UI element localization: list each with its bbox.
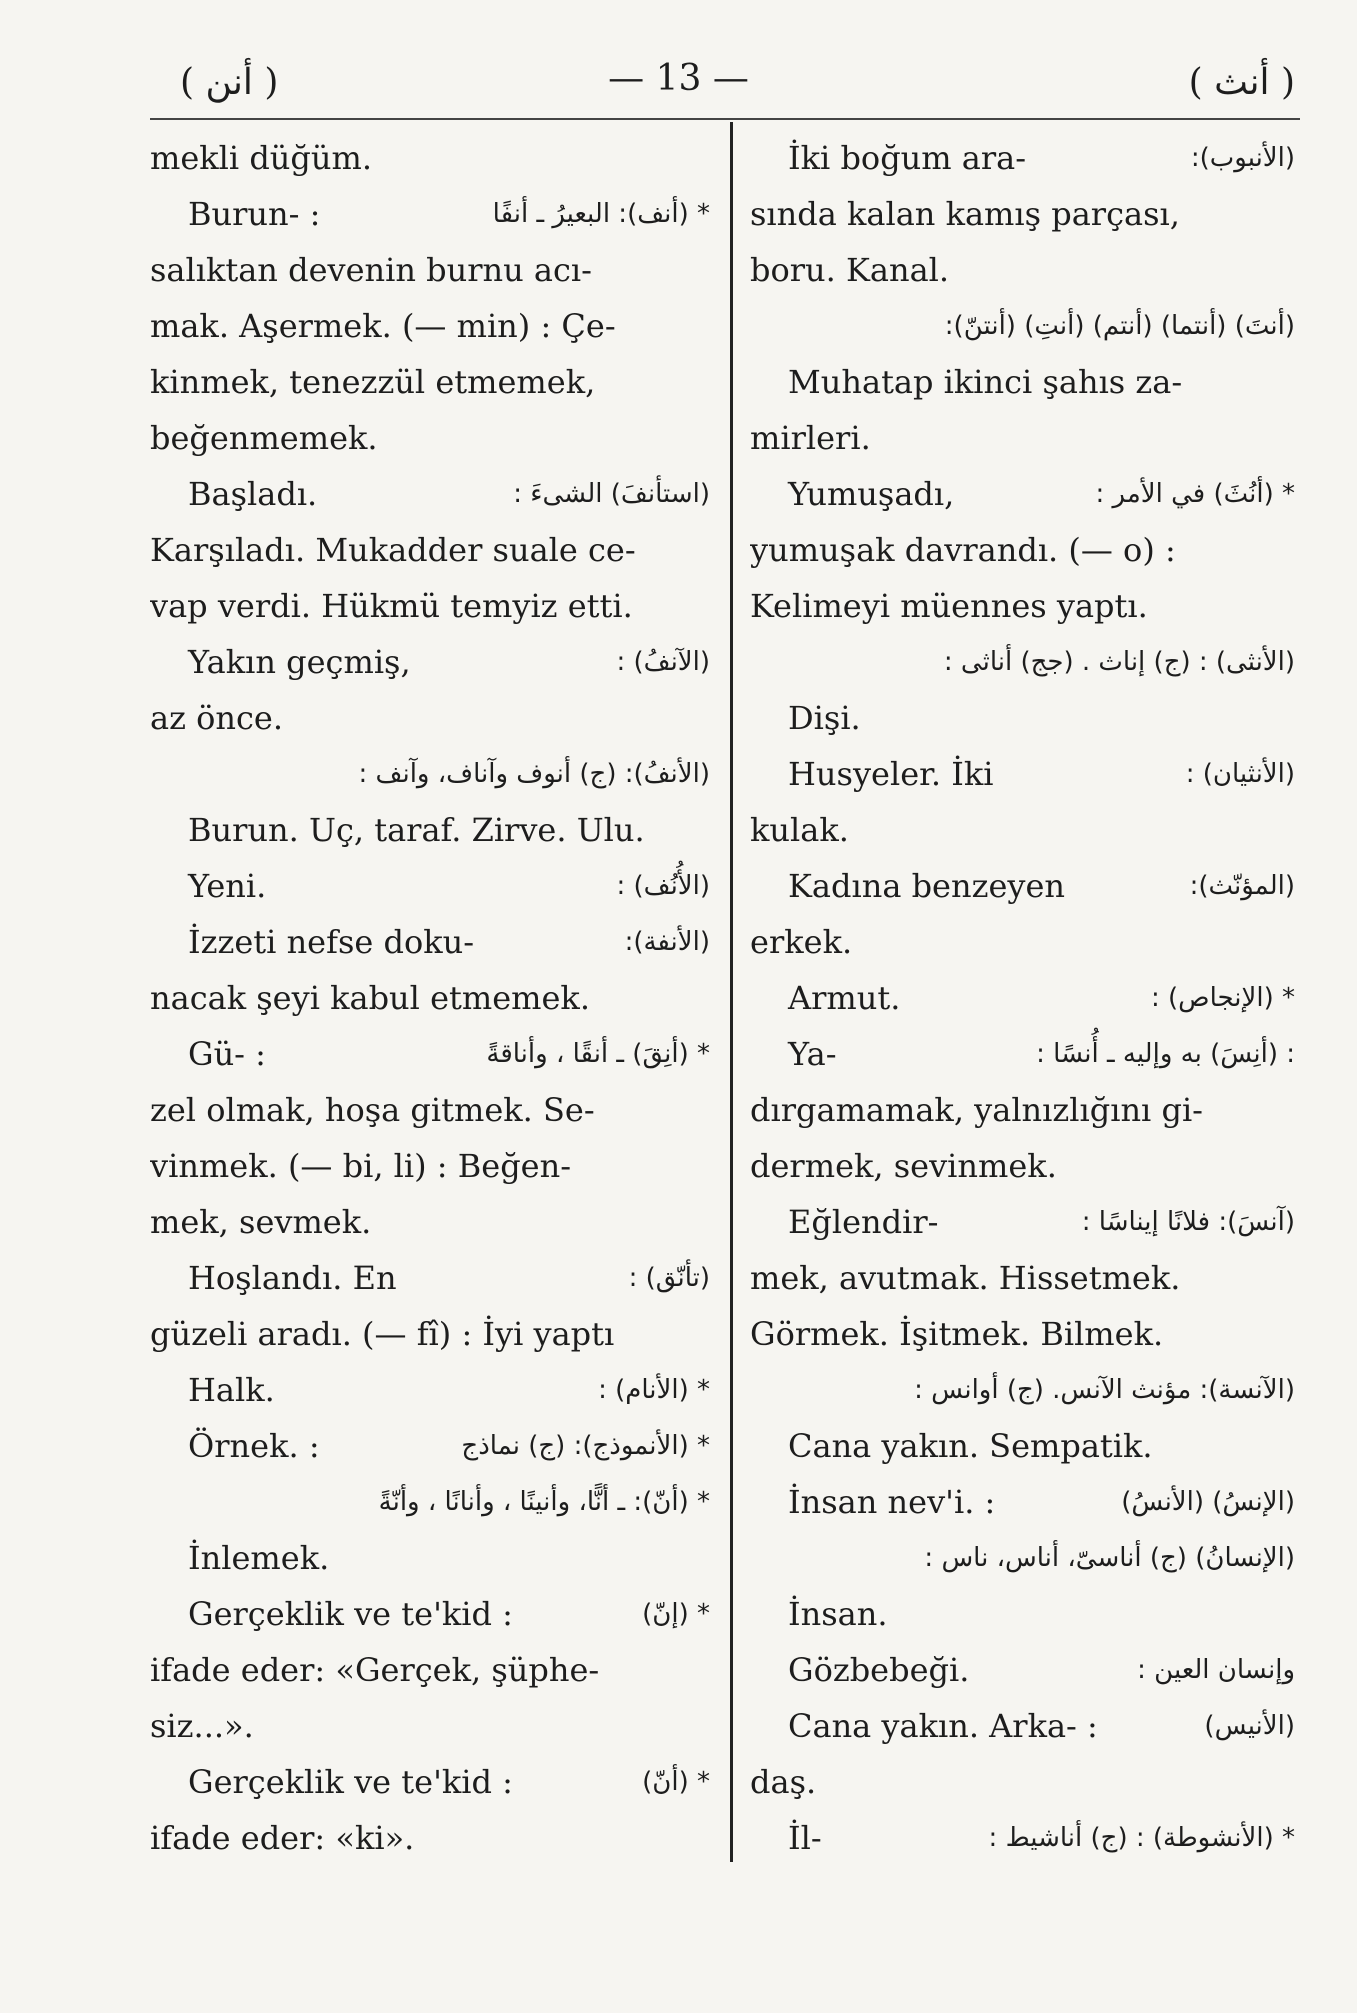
turkish-text: mek, sevmek. xyxy=(150,1203,372,1241)
dictionary-line xyxy=(150,1530,710,1586)
dictionary-line xyxy=(150,466,710,522)
turkish-text: Armut. xyxy=(788,979,901,1017)
dictionary-line xyxy=(750,1810,1295,1866)
dictionary-line xyxy=(750,1194,1295,1250)
turkish-text: Cana yakın. Arka- : xyxy=(788,1707,1098,1745)
turkish-text: mirleri. xyxy=(750,419,871,457)
header-left-entry: ( أنن ) xyxy=(180,62,279,103)
turkish-text: Husyeler. İki xyxy=(788,755,994,793)
dictionary-line xyxy=(750,634,1295,690)
dictionary-line xyxy=(150,1754,710,1810)
turkish-text: zel olmak, hoşa gitmek. Se- xyxy=(150,1091,595,1129)
dictionary-line xyxy=(750,410,1295,466)
dictionary-line xyxy=(150,242,710,298)
dictionary-line xyxy=(750,1698,1295,1754)
dictionary-line xyxy=(150,578,710,634)
turkish-text: İl- xyxy=(788,1819,822,1857)
turkish-text: Kadına benzeyen xyxy=(788,867,1066,905)
turkish-text: Kelimeyi müennes yaptı. xyxy=(750,587,1148,625)
arabic-headword: (الأنثى) : (ج) إناث . (جج) أناثى : xyxy=(943,647,1295,677)
turkish-text: Cana yakın. Sempatik. xyxy=(788,1427,1153,1465)
dictionary-line xyxy=(150,858,710,914)
dictionary-line xyxy=(150,1138,710,1194)
arabic-headword: * (أنّ): ـ أنًّا، وأنينًا ، وأنانًا ، وأنّةً xyxy=(378,1487,710,1517)
dictionary-line xyxy=(750,130,1295,186)
dictionary-line xyxy=(150,1698,710,1754)
dictionary-line xyxy=(150,410,710,466)
arabic-headword: (أنتَ) (أنتما) (أنتم) (أنتِ) (أنتنّ): xyxy=(944,311,1295,341)
arabic-headword: (الأنفة): xyxy=(624,927,710,957)
arabic-headword: (المؤنّث): xyxy=(1189,871,1295,901)
arabic-headword: (آنسَ): فلانًا إيناسًا : xyxy=(1081,1207,1295,1237)
turkish-text: sında kalan kamış parçası, xyxy=(750,195,1180,233)
dictionary-line xyxy=(750,1530,1295,1586)
turkish-text: İnsan nev'i. : xyxy=(788,1483,996,1521)
arabic-headword: (الأُنُف) : xyxy=(616,871,710,901)
turkish-text: Görmek. İşitmek. Bilmek. xyxy=(750,1315,1164,1353)
turkish-text: İnsan. xyxy=(788,1595,888,1633)
turkish-text: beğenmemek. xyxy=(150,419,378,457)
arabic-headword: : (أنِسَ) به وإليه ـ أُنسًا : xyxy=(1036,1039,1295,1069)
dictionary-line xyxy=(750,354,1295,410)
turkish-text: Dişi. xyxy=(788,699,861,737)
turkish-text: Ya- xyxy=(788,1035,837,1073)
turkish-text: erkek. xyxy=(750,923,853,961)
turkish-text: salıktan devenin burnu acı- xyxy=(150,251,592,289)
turkish-text: Yakın geçmiş, xyxy=(188,643,411,681)
right-column xyxy=(750,130,1295,1866)
dictionary-line xyxy=(750,970,1295,1026)
turkish-text: Burun. Uç, taraf. Zirve. Ulu. xyxy=(188,811,645,849)
dictionary-line xyxy=(150,1642,710,1698)
turkish-text: ifade eder: «ki». xyxy=(150,1819,415,1857)
dictionary-line xyxy=(750,1250,1295,1306)
dictionary-line xyxy=(750,1586,1295,1642)
dictionary-line xyxy=(750,242,1295,298)
arabic-headword: (الأنفُ): (ج) أنوف وآناف، وآنف : xyxy=(358,759,710,789)
arabic-headword: وإنسان العين : xyxy=(1137,1655,1295,1685)
header-rule xyxy=(150,118,1300,120)
dictionary-line xyxy=(150,1082,710,1138)
dictionary-line xyxy=(150,1362,710,1418)
arabic-headword: * (الإنجاص) : xyxy=(1150,983,1295,1013)
arabic-headword: * (الأنام) : xyxy=(598,1375,710,1405)
dictionary-line xyxy=(150,186,710,242)
dictionary-line xyxy=(750,802,1295,858)
dictionary-line xyxy=(750,914,1295,970)
dictionary-line xyxy=(750,858,1295,914)
dictionary-line xyxy=(750,522,1295,578)
arabic-headword: (استأنفَ) الشىءَ : xyxy=(513,479,710,509)
dictionary-line xyxy=(150,522,710,578)
dictionary-line xyxy=(750,1306,1295,1362)
dictionary-line xyxy=(150,1026,710,1082)
dictionary-line xyxy=(150,1474,710,1530)
dictionary-line xyxy=(150,130,710,186)
header-right-entry: ( أنث ) xyxy=(1188,62,1295,103)
dictionary-line xyxy=(750,1082,1295,1138)
dictionary-line xyxy=(150,1194,710,1250)
arabic-headword: * (أنِقَ) ـ أنقًا ، وأناقةً xyxy=(486,1039,710,1069)
page-number: — 13 — xyxy=(608,58,749,99)
turkish-text: mak. Aşermek. (— min) : Çe- xyxy=(150,307,616,345)
turkish-text: Gerçeklik ve te'kid : xyxy=(188,1595,513,1633)
turkish-text: dırgamamak, yalnızlığını gi- xyxy=(750,1091,1203,1129)
turkish-text: siz...». xyxy=(150,1707,254,1745)
arabic-headword: (الآنفُ) : xyxy=(616,647,710,677)
turkish-text: Halk. xyxy=(188,1371,275,1409)
dictionary-line xyxy=(750,578,1295,634)
arabic-headword: (تأنّق) : xyxy=(628,1263,710,1293)
turkish-text: kulak. xyxy=(750,811,849,849)
turkish-text: Gü- : xyxy=(188,1035,266,1073)
dictionary-line xyxy=(150,298,710,354)
arabic-headword: * (أنّ) xyxy=(642,1767,710,1797)
arabic-headword: * (الأنموذج): (ج) نماذج xyxy=(461,1431,710,1461)
turkish-text: Yeni. xyxy=(188,867,267,905)
dictionary-line xyxy=(150,690,710,746)
dictionary-line xyxy=(150,970,710,1026)
dictionary-line xyxy=(150,802,710,858)
turkish-text: Karşıladı. Mukadder suale ce- xyxy=(150,531,636,569)
arabic-headword: (الأنبوب): xyxy=(1190,143,1295,173)
left-column xyxy=(150,130,710,1866)
dictionary-line xyxy=(750,1026,1295,1082)
dictionary-line xyxy=(150,1586,710,1642)
turkish-text: Yumuşadı, xyxy=(788,475,955,513)
turkish-text: Gerçeklik ve te'kid : xyxy=(188,1763,513,1801)
turkish-text: yumuşak davrandı. (— o) : xyxy=(750,531,1176,569)
arabic-headword: * (الأنشوطة) : (ج) أناشيط : xyxy=(988,1823,1295,1853)
dictionary-line xyxy=(150,634,710,690)
turkish-text: güzeli aradı. (— fî) : İyi yaptı xyxy=(150,1315,615,1353)
arabic-headword: * (أنُثَ) في الأمر : xyxy=(1095,479,1295,509)
turkish-text: nacak şeyi kabul etmemek. xyxy=(150,979,590,1017)
arabic-headword: (الإنسُ) (الأنسُ) xyxy=(1121,1487,1295,1517)
dictionary-line xyxy=(750,466,1295,522)
turkish-text: Hoşlandı. En xyxy=(188,1259,397,1297)
turkish-text: mek, avutmak. Hissetmek. xyxy=(750,1259,1181,1297)
turkish-text: Başladı. xyxy=(188,475,318,513)
turkish-text: İzzeti nefse doku- xyxy=(188,923,475,961)
dictionary-line xyxy=(150,746,710,802)
dictionary-line xyxy=(150,1306,710,1362)
dictionary-line xyxy=(150,1810,710,1866)
dictionary-line xyxy=(750,1138,1295,1194)
dictionary-line xyxy=(150,1418,710,1474)
dictionary-line xyxy=(750,186,1295,242)
turkish-text: Eğlendir- xyxy=(788,1203,939,1241)
dictionary-line xyxy=(750,1474,1295,1530)
turkish-text: İki boğum ara- xyxy=(788,139,1027,177)
turkish-text: Örnek. : xyxy=(188,1427,320,1465)
arabic-headword: (الآنسة): مؤنث الآنس. (ج) أوانس : xyxy=(914,1375,1295,1405)
arabic-headword: (الأنثيان) : xyxy=(1185,759,1295,789)
dictionary-line xyxy=(150,354,710,410)
turkish-text: Gözbebeği. xyxy=(788,1651,970,1689)
dictionary-line xyxy=(150,914,710,970)
dictionary-line xyxy=(750,746,1295,802)
turkish-text: daş. xyxy=(750,1763,817,1801)
arabic-headword: * (أنف): البعيرُ ـ أنفًا xyxy=(492,199,710,229)
turkish-text: Burun- : xyxy=(188,195,321,233)
arabic-headword: * (إنّ) xyxy=(642,1599,710,1629)
column-divider xyxy=(730,122,733,1862)
turkish-text: mekli düğüm. xyxy=(150,139,373,177)
dictionary-line xyxy=(750,1642,1295,1698)
arabic-headword: (الإنسانُ) (ج) أناسىّ، أناس، ناس : xyxy=(924,1543,1295,1573)
turkish-text: Muhatap ikinci şahıs za- xyxy=(788,363,1183,401)
dictionary-line xyxy=(750,690,1295,746)
turkish-text: boru. Kanal. xyxy=(750,251,950,289)
turkish-text: dermek, sevinmek. xyxy=(750,1147,1057,1185)
dictionary-line xyxy=(750,298,1295,354)
turkish-text: kinmek, tenezzül etmemek, xyxy=(150,363,596,401)
turkish-text: İnlemek. xyxy=(188,1539,330,1577)
dictionary-line xyxy=(150,1250,710,1306)
turkish-text: az önce. xyxy=(150,699,284,737)
dictionary-line xyxy=(750,1418,1295,1474)
dictionary-line xyxy=(750,1362,1295,1418)
arabic-headword: (الأنيس) xyxy=(1204,1711,1295,1741)
turkish-text: ifade eder: «Gerçek, şüphe- xyxy=(150,1651,600,1689)
dictionary-line xyxy=(750,1754,1295,1810)
turkish-text: vap verdi. Hükmü temyiz etti. xyxy=(150,587,633,625)
turkish-text: vinmek. (— bi, li) : Beğen- xyxy=(150,1147,572,1185)
